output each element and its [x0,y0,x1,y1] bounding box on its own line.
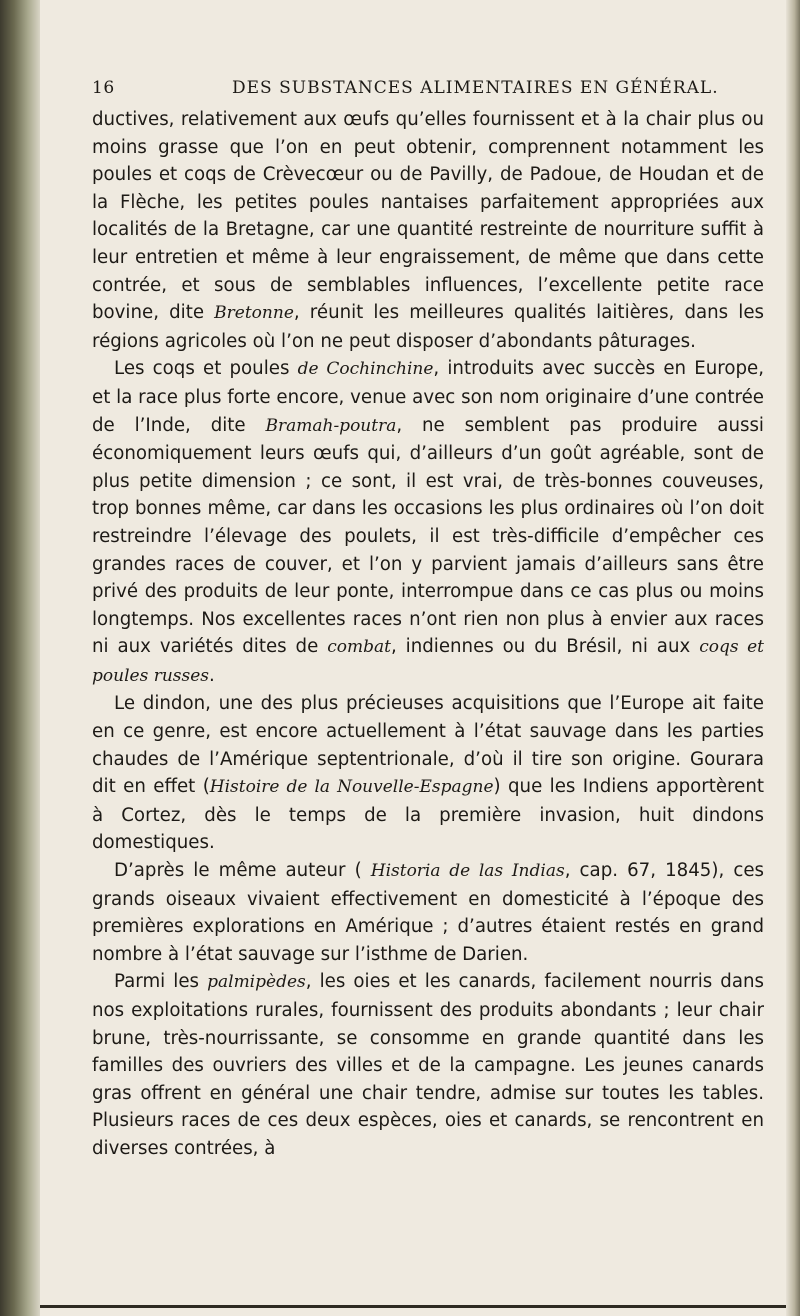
bottom-rule [40,1305,786,1308]
italic-text: palmipèdes [207,972,306,993]
body-text [92,106,764,1163]
text-run: . [209,664,215,686]
text-run: ) que les Indiens apportèrent à Cortez, dès le temps de la première invasion, huit dindons domestiques. [92,776,764,854]
text-run: , cap. 67, 1845), ces grands oiseaux vivaient effectivement en domesticité à l’époque des premières explorations en Amérique ; d’autres étaient restés en grand nombre à l’état sauvage sur l’isthme de Darien. [92,860,764,965]
text-run: Parmi les [114,971,208,993]
italic-text: Histoire de la Nouvelle-Espagne [209,777,494,798]
running-header [92,78,764,102]
italic-text: Historia de las Indias [370,861,565,882]
paragraph [92,690,764,857]
text-run: , ne semblent pas produire aussi économiquement leurs œufs qui, d’ailleurs d’un goût agréable, sont de plus petite dimension ; ce sont, il est vrai, de très-bonnes couveuses, trop bonnes même, car dans les occasions les plus ordinaires où l’on doit restreindre l’élevage des poulets, il est très-difficile d’empêcher ces grandes races de couver, et l’on y parvient jamais d’ailleurs sans être privé des produits de leur ponte, interrompue dans ce cas plus ou moins longtemps. Nos excellentes races n’ont rien non plus à envier aux races ni aux variétés dites de [92,414,764,658]
text-run: , les oies et les canards, facilement nourris dans nos exploitations rurales, fournissent des produits abondants ; leur chair brune, très-nourrissante, se consomme en grande quantité dans les familles des ouvriers des villes et de la campagne. Les jeunes canards gras offrent en général une chair tendre, admise sur toutes les tables. Plusieurs races de ces deux espèces, oies et canards, se rencontrent en diverses contrées, à [92,971,764,1159]
text-run: Le dindon, une des plus précieuses acquisitions que l’Europe ait faite en ce genre, est encore actuellement à l’état sauvage dans les parties chaudes de l’Amérique septentrionale, d’où il tire son origine. Gourara dit en effet ( [92,693,764,798]
running-title: DES SUBSTANCES ALIMENTAIRES EN GÉNÉRAL. [232,78,719,98]
text-run: , réunit les meilleures qualités laitières, dans les régions agricoles où l’on ne peut disposer d’abondants pâturages. [92,302,764,352]
italic-text: Bramah-poutra [265,415,397,436]
paragraph [92,355,764,690]
paragraph [92,857,764,968]
italic-text: coqs et poules russes [92,637,764,686]
italic-text: Bretonne [214,303,294,324]
text-run: , indiennes ou du Brésil, ni aux [390,636,700,658]
page-edge-shadow [786,0,800,1316]
text-run: D’après le même auteur ( [114,860,371,882]
text-run: , introduits avec succès en Europe, et la race plus forte encore, venue avec son nom originaire d’une contrée de l’Inde, dite [92,358,764,436]
paragraph [92,968,764,1162]
italic-text: combat [327,637,391,658]
page-number: 16 [92,78,115,98]
text-run: ductives, relativement aux œufs qu’elles fournissent et à la chair plus ou moins grasse que l’on en peut obtenir, comprennent notamment les poules et coqs de Crèvecœur ou de Pavilly, de Padoue, de Houdan et de la Flèche, les petites poules nantaises parfaitement appropriées aux localités de la Bretagne, car une quantité restreinte de nourriture suffit à leur entretien et même à leur engraissement, de même que dans cette contrée, et sous de semblables influences, l’excellente petite race bovine, dite [92,109,764,324]
paragraph [92,106,764,355]
italic-text: de Cochinchine [297,359,434,380]
text-run: Les coqs et poules [114,358,298,380]
page-binding-shadow [0,0,40,1316]
